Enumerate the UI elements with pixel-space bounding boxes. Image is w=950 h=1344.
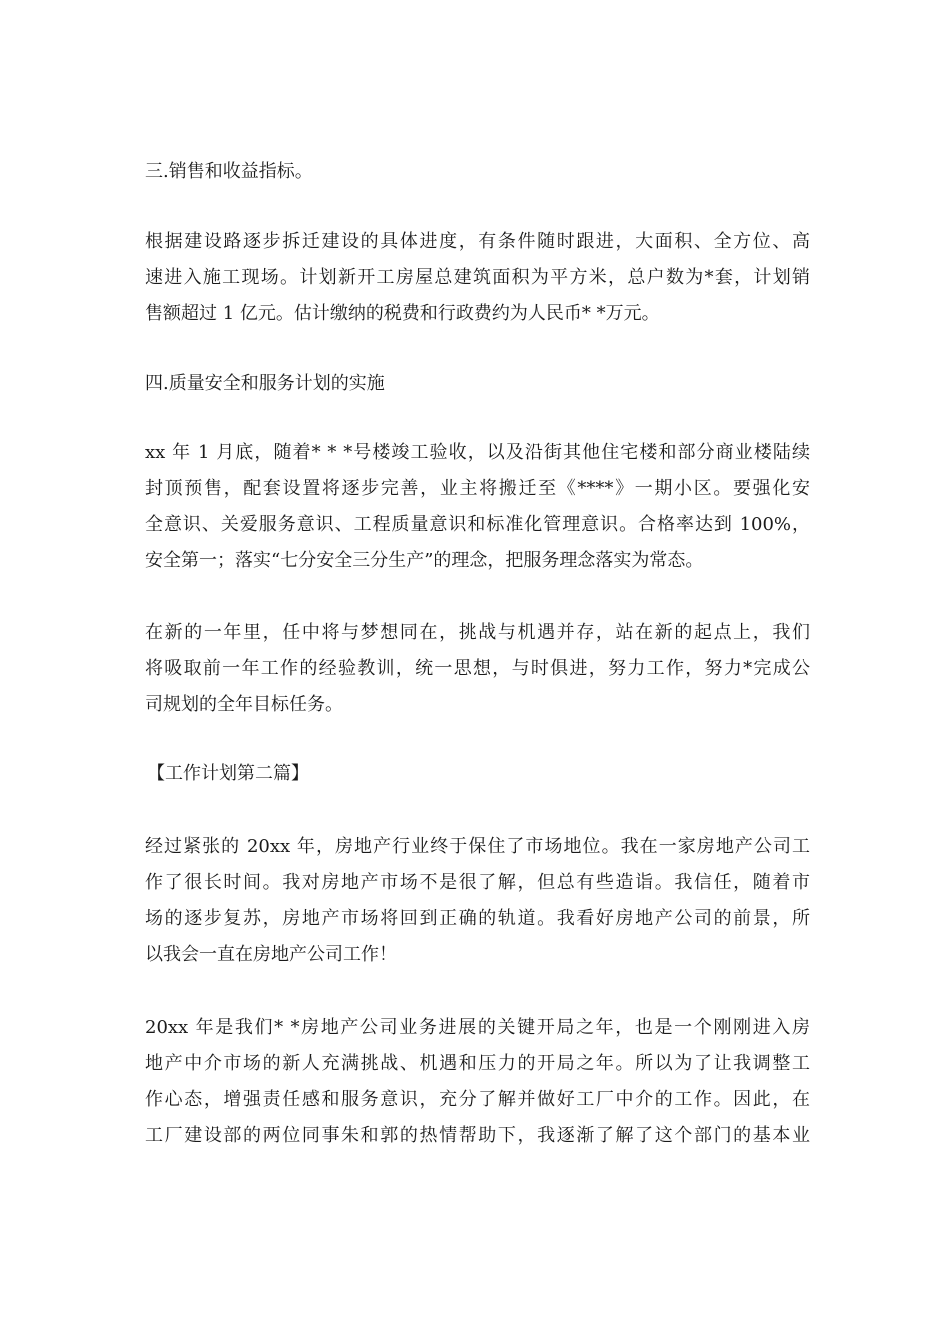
- section-4-heading: [145, 366, 810, 402]
- paragraph-line: 将吸取前一年工作的经验教训，统一思想，与时俱进，努力工作，努力*完成公: [145, 658, 810, 679]
- paragraph-line: 经过紧张的 20xx 年，房地产行业终于保住了市场地位。我在一家房地产公司工: [145, 836, 810, 857]
- paragraph-line: 作了很长时间。我对房地产市场不是很了解，但总有些造诣。我信任，随着市: [145, 872, 810, 893]
- paragraph-line: 售额超过 1 亿元。估计缴纳的税费和行政费约为人民币* *万元。: [145, 303, 660, 324]
- section-title-text: 【工作计划第二篇】: [147, 763, 309, 784]
- paragraph-line: 场的逐步复苏，房地产市场将回到正确的轨道。我看好房地产公司的前景，所: [145, 908, 810, 929]
- paragraph-line: 以我会一直在房地产公司工作！: [145, 944, 397, 965]
- paragraph-line: xx 年 1 月底，随着* * *号楼竣工验收，以及沿街其他住宅楼和部分商业楼陆续: [145, 442, 810, 463]
- section-3-heading: [145, 154, 810, 190]
- paragraph-line: 地产中介市场的新人充满挑战、机遇和压力的开局之年。所以为了让我调整工: [145, 1053, 810, 1074]
- paragraph-line: 速进入施工现场。计划新开工房屋总建筑面积为平方米，总户数为*套，计划销: [145, 267, 810, 288]
- part-2-title: [147, 756, 812, 792]
- section-4-paragraph: [145, 435, 810, 579]
- paragraph-line: 在新的一年里，任中将与梦想同在，挑战与机遇并存，站在新的起点上，我们: [145, 622, 810, 643]
- part-2-paragraph-1: [145, 829, 810, 973]
- paragraph-line: 根据建设路逐步拆迁建设的具体进度，有条件随时跟进，大面积、全方位、高: [145, 231, 810, 252]
- paragraph-line: 封顶预售，配套设置将逐步完善，业主将搬迁至《****》一期小区。要强化安: [145, 478, 810, 499]
- paragraph-line: 司规划的全年目标任务。: [145, 694, 343, 715]
- paragraph-line: 安全第一；落实“七分安全三分生产”的理念，把服务理念落实为常态。: [145, 550, 704, 571]
- paragraph-line: 全意识、关爱服务意识、工程质量意识和标准化管理意识。合格率达到 100%，: [145, 514, 810, 535]
- closing-paragraph: [145, 615, 810, 723]
- heading-text: 三.销售和收益指标。: [145, 161, 313, 182]
- heading-text: 四.质量安全和服务计划的实施: [145, 373, 385, 394]
- paragraph-line: 工厂建设部的两位同事朱和郭的热情帮助下，我逐渐了解了这个部门的基本业: [145, 1125, 810, 1146]
- part-2-paragraph-2: [145, 1010, 810, 1154]
- paragraph-line: 作心态，增强责任感和服务意识，充分了解并做好工厂中介的工作。因此，在: [145, 1089, 810, 1110]
- section-3-paragraph: [145, 224, 810, 332]
- paragraph-line: 20xx 年是我们* *房地产公司业务进展的关键开局之年，也是一个刚刚进入房: [145, 1017, 810, 1038]
